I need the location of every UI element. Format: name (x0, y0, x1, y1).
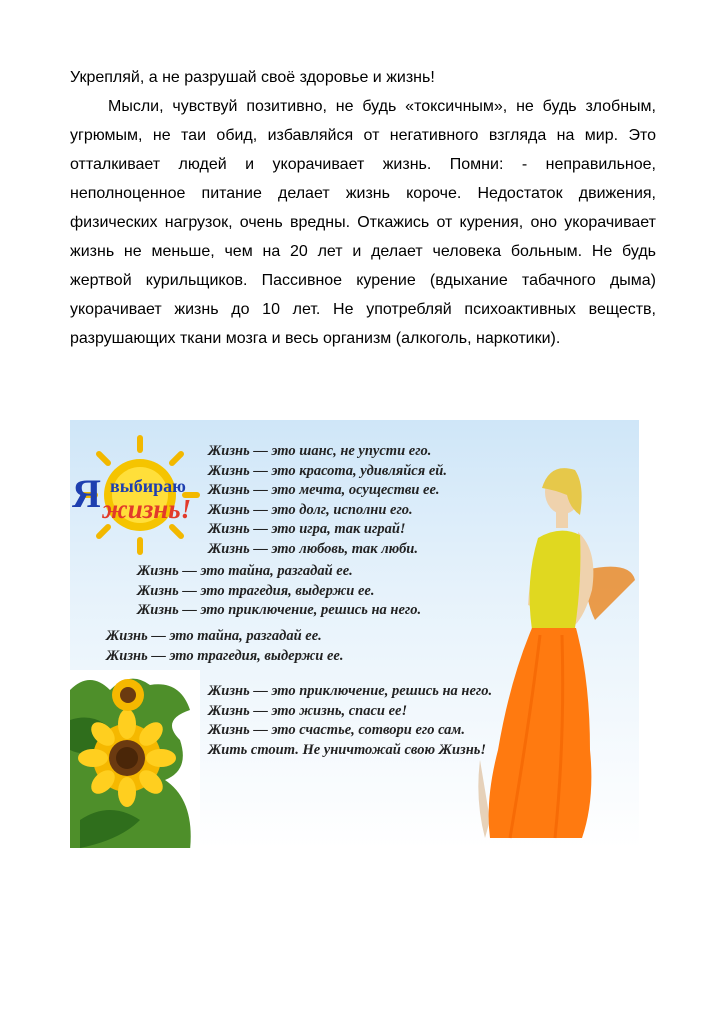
poem-line: Жизнь — это красота, удивляйся ей. (208, 462, 447, 479)
poster-image (70, 420, 639, 848)
poem-block-4 (208, 682, 508, 760)
woman-figure (478, 468, 635, 838)
poem-line: Жизнь — это долг, исполни его. (208, 501, 413, 518)
poem-line: Жизнь — это любовь, так люби. (208, 540, 418, 557)
poem-block-3 (106, 627, 343, 666)
logo-ya: Я (72, 471, 101, 516)
poem-block-2 (137, 562, 421, 621)
heading-line: Укрепляй, а не разрушай своё здоровье и жизнь! (70, 69, 435, 86)
poem-line: Жить стоит. Не уничтожай свою Жизнь! (208, 741, 487, 758)
logo-vybirayu: выбираю (110, 476, 186, 496)
poem-line: Жизнь — это жизнь, спаси ее! (208, 702, 408, 719)
poem-line: Жизнь — это тайна, разгадай ее. (106, 628, 322, 644)
poem-block-1 (208, 442, 447, 559)
poem-line: Жизнь — это приключение, решись на него. (137, 602, 422, 618)
logo-zhizn: жизнь! (102, 494, 192, 524)
poem-line: Жизнь — это приключение, решись на него. (208, 683, 493, 699)
poem-line: Жизнь — это шанс, не упусти его. (208, 443, 432, 459)
poem-line: Жизнь — это трагедия, выдержи ее. (106, 647, 344, 664)
poem-line: Жизнь — это мечта, осуществи ее. (208, 482, 440, 498)
poem-line: Жизнь — это тайна, разгадай ее. (137, 563, 353, 579)
document-text (70, 63, 656, 353)
poem-line: Жизнь — это счастье, сотвори его сам. (208, 722, 465, 738)
body-paragraph: Мысли, чувствуй позитивно, не будь «токсичным», не будь злобным, угрюмым, не таи обид, избавляйся от негативного взгляда на мир. Это отталкивает людей и укорачивает жизнь. Помни: - неправильное, неполноценное питание делает жизнь короче. Недостаток движения, физических нагрузок, очень вредны. Откажись от курения, оно укорачивает жизнь не меньше, чем на 20 лет и делает человека больным. Не будь жертвой курильщиков. Пассивное курение (вдыхание табачного дыма) укорачивает жизнь до 10 лет. Не употребляй психоактивных веществ, разрушающих ткани мозга и весь организм (алкоголь, наркотики). (70, 98, 656, 347)
poem-line: Жизнь — это трагедия, выдержи ее. (137, 582, 375, 599)
poem-line: Жизнь — это игра, так играй! (208, 521, 406, 537)
sunflower-icon (70, 670, 200, 848)
